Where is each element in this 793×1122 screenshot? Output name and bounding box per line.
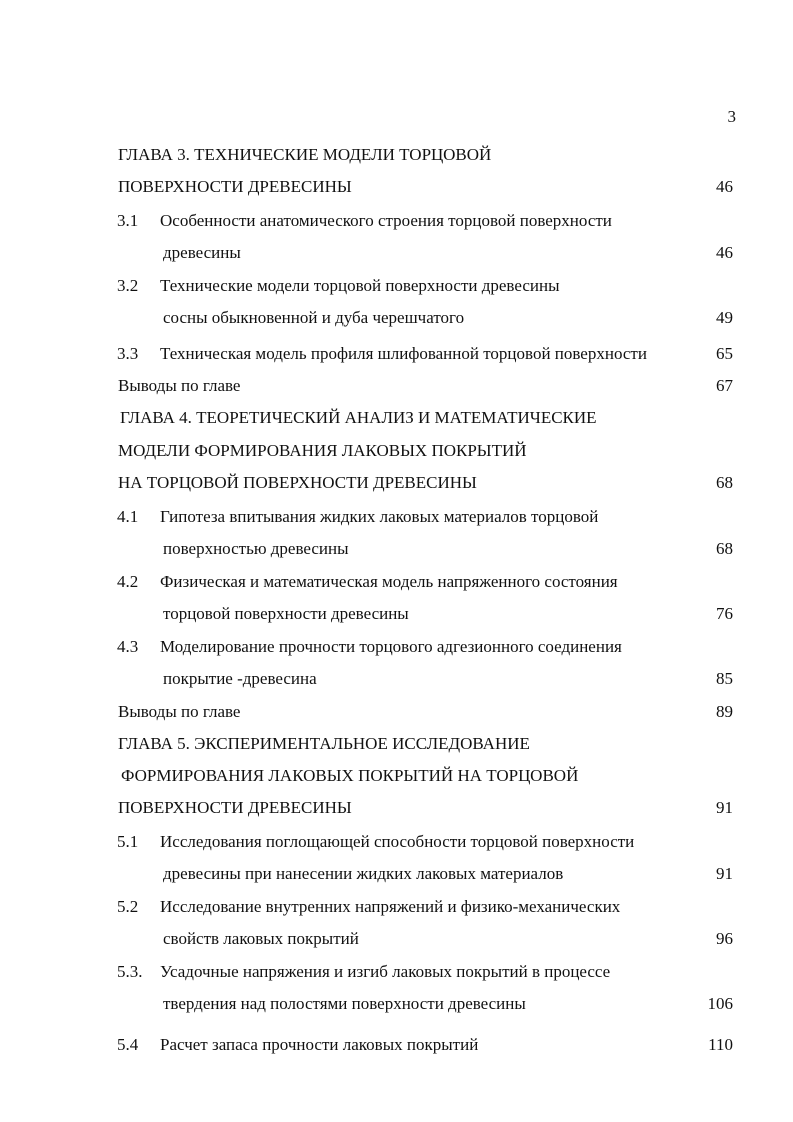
- toc-page-number: 89: [716, 702, 733, 721]
- toc-page-number: 67: [716, 376, 733, 395]
- toc-page-number: 68: [716, 473, 733, 492]
- toc-section-number: 5.3.: [117, 962, 143, 981]
- toc-entry-title: ПОВЕРХНОСТИ ДРЕВЕСИНЫ: [118, 798, 352, 817]
- toc-page-number: 91: [716, 798, 733, 817]
- toc-page-number: 65: [716, 344, 733, 363]
- toc-entry-title: Физическая и математическая модель напряженного состояния: [160, 572, 618, 591]
- toc-page-number: 110: [708, 1035, 733, 1054]
- toc-page-number: 68: [716, 539, 733, 558]
- toc-entry-title: ГЛАВА 3. ТЕХНИЧЕСКИЕ МОДЕЛИ ТОРЦОВОЙ: [118, 145, 492, 164]
- toc-entry-title: покрытие -древесина: [163, 669, 317, 688]
- toc-entry-title: торцовой поверхности древесины: [163, 604, 409, 623]
- toc-entry-title: сосны обыкновенной и дуба черешчатого: [163, 308, 465, 327]
- toc-entry-title: Технические модели торцовой поверхности древесины: [160, 276, 560, 295]
- toc-section-number: 5.1: [117, 832, 139, 851]
- toc-entry-title: ГЛАВА 4. ТЕОРЕТИЧЕСКИЙ АНАЛИЗ И МАТЕМАТИЧЕСКИЕ: [120, 408, 597, 427]
- toc-section-number: 3.1: [117, 211, 139, 230]
- toc-entry-title: ГЛАВА 5. ЭКСПЕРИМЕНТАЛЬНОЕ ИССЛЕДОВАНИЕ: [118, 734, 530, 753]
- toc-entry-title: Выводы по главе: [118, 376, 241, 395]
- toc-entry-title: древесины при нанесении жидких лаковых материалов: [163, 864, 564, 883]
- toc-entry-title: Моделирование прочности торцового адгезионного соединения: [160, 637, 622, 656]
- toc-section-number: 3.3: [117, 344, 139, 363]
- toc-entry-title: Гипотеза впитывания жидких лаковых материалов торцовой: [160, 507, 599, 526]
- toc-section-number: 5.2: [117, 897, 139, 916]
- toc-entry-title: МОДЕЛИ ФОРМИРОВАНИЯ ЛАКОВЫХ ПОКРЫТИЙ: [118, 441, 527, 460]
- toc-entry-title: Усадочные напряжения и изгиб лаковых покрытий в процессе: [160, 962, 611, 981]
- toc-entry-title: Особенности анатомического строения торцовой поверхности: [160, 211, 612, 230]
- toc-page-number: 49: [716, 308, 733, 327]
- toc-page-number: 96: [716, 929, 733, 948]
- toc-page-number: 76: [716, 604, 733, 623]
- toc-entry-title: Расчет запаса прочности лаковых покрытий: [160, 1035, 479, 1054]
- toc-page-number: 46: [716, 177, 733, 196]
- toc-entry-title: Исследования поглощающей способности торцовой поверхности: [160, 832, 635, 851]
- toc-section-number: 3.2: [117, 276, 139, 295]
- toc-section-number: 4.2: [117, 572, 139, 591]
- toc-page-number: 85: [716, 669, 733, 688]
- toc-page-number: 46: [716, 243, 733, 262]
- toc-entry-title: Техническая модель профиля шлифованной торцовой поверхности: [160, 344, 647, 363]
- page-number: 3: [727, 107, 736, 126]
- toc-section-number: 5.4: [117, 1035, 139, 1054]
- toc-entry-title: поверхностью древесины: [163, 539, 349, 558]
- toc-entry-title: ФОРМИРОВАНИЯ ЛАКОВЫХ ПОКРЫТИЙ НА ТОРЦОВОЙ: [121, 766, 579, 785]
- toc-section-number: 4.3: [117, 637, 139, 656]
- toc-page-number: 91: [716, 864, 733, 883]
- toc-entry-title: Выводы по главе: [118, 702, 241, 721]
- toc-entry-title: НА ТОРЦОВОЙ ПОВЕРХНОСТИ ДРЕВЕСИНЫ: [118, 473, 477, 492]
- toc-entry-title: ПОВЕРХНОСТИ ДРЕВЕСИНЫ: [118, 177, 352, 196]
- toc-entry-title: свойств лаковых покрытий: [163, 929, 359, 948]
- toc-section-number: 4.1: [117, 507, 139, 526]
- toc-entry-title: твердения над полостями поверхности древесины: [163, 994, 526, 1013]
- toc-entry-title: Исследование внутренних напряжений и физико-механических: [160, 897, 621, 916]
- toc-page-number: 106: [707, 994, 733, 1013]
- toc-entry-title: древесины: [163, 243, 241, 262]
